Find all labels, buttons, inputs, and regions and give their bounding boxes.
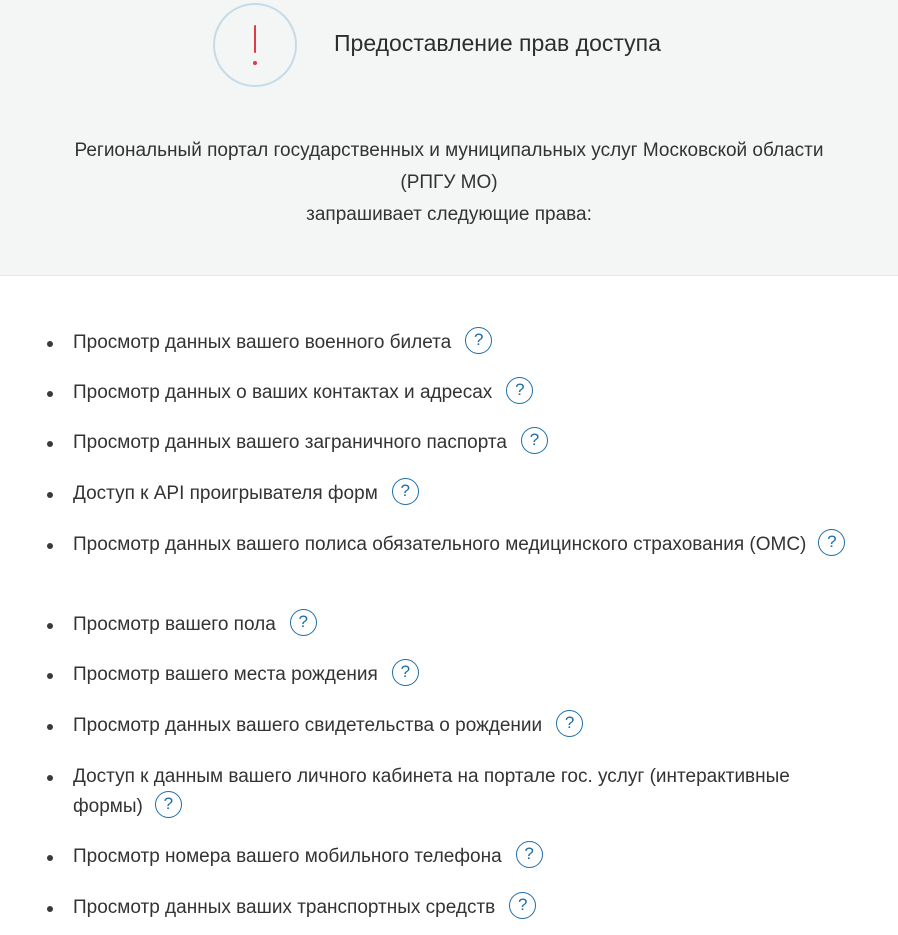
bullet — [47, 543, 53, 549]
help-icon[interactable]: ? — [818, 529, 845, 556]
permission-text — [73, 378, 873, 408]
permission-text — [73, 610, 873, 640]
permission-text — [73, 660, 873, 690]
permission-text — [73, 428, 873, 458]
permission-label: Просмотр данных ваших транспортных средств — [73, 897, 496, 918]
permission-text — [73, 762, 843, 822]
help-icon[interactable]: ? — [506, 377, 533, 404]
bullet — [47, 724, 53, 730]
bullet — [47, 855, 53, 861]
permission-label: Просмотр данных вашего заграничного паспорта — [73, 432, 507, 453]
help-icon[interactable]: ? — [509, 892, 536, 919]
bullet — [47, 341, 53, 347]
permission-text — [73, 893, 873, 923]
permission-label: Просмотр данных о ваших контактах и адресах — [73, 382, 493, 403]
page-title: Предоставление прав доступа — [334, 30, 661, 56]
permission-label: Доступ к данным вашего личного кабинета на портале гос. услуг (интерактивные формы) — [73, 766, 790, 817]
bullet — [47, 623, 53, 629]
exclamation-icon — [213, 3, 297, 87]
permission-label: Просмотр номера вашего мобильного телефона — [73, 846, 502, 867]
permissions-header — [0, 0, 898, 276]
permission-label: Просмотр данных вашего свидетельства о рождении — [73, 715, 543, 736]
permission-label: Доступ к API проигрывателя форм — [73, 483, 378, 504]
help-icon[interactable]: ? — [392, 478, 419, 505]
help-icon[interactable]: ? — [516, 841, 543, 868]
request-description — [0, 135, 898, 231]
permission-text — [73, 842, 873, 872]
portal-abbreviation: (РПГУ МО) — [400, 172, 498, 193]
bullet — [47, 441, 53, 447]
permission-label: Просмотр данных вашего полиса обязательного медицинского страхования (ОМС) — [73, 534, 807, 555]
bullet — [47, 391, 53, 397]
help-icon[interactable]: ? — [392, 659, 419, 686]
permission-text — [73, 530, 873, 560]
bullet — [47, 775, 53, 781]
bullet — [47, 906, 53, 912]
permission-label: Просмотр вашего места рождения — [73, 664, 378, 685]
help-icon[interactable]: ? — [465, 327, 492, 354]
permission-text — [73, 328, 873, 358]
bullet — [47, 492, 53, 498]
permission-label: Просмотр данных вашего военного билета — [73, 332, 452, 353]
bullet — [47, 673, 53, 679]
help-icon[interactable]: ? — [155, 791, 182, 818]
help-icon[interactable]: ? — [521, 427, 548, 454]
portal-name: Региональный портал государственных и муниципальных услуг Московской области — [74, 140, 824, 161]
help-icon[interactable]: ? — [290, 609, 317, 636]
request-caption: запрашивает следующие права: — [306, 204, 592, 225]
permission-label: Просмотр вашего пола — [73, 614, 276, 635]
help-icon[interactable]: ? — [556, 710, 583, 737]
permission-text — [73, 711, 873, 741]
permission-text — [73, 479, 873, 509]
